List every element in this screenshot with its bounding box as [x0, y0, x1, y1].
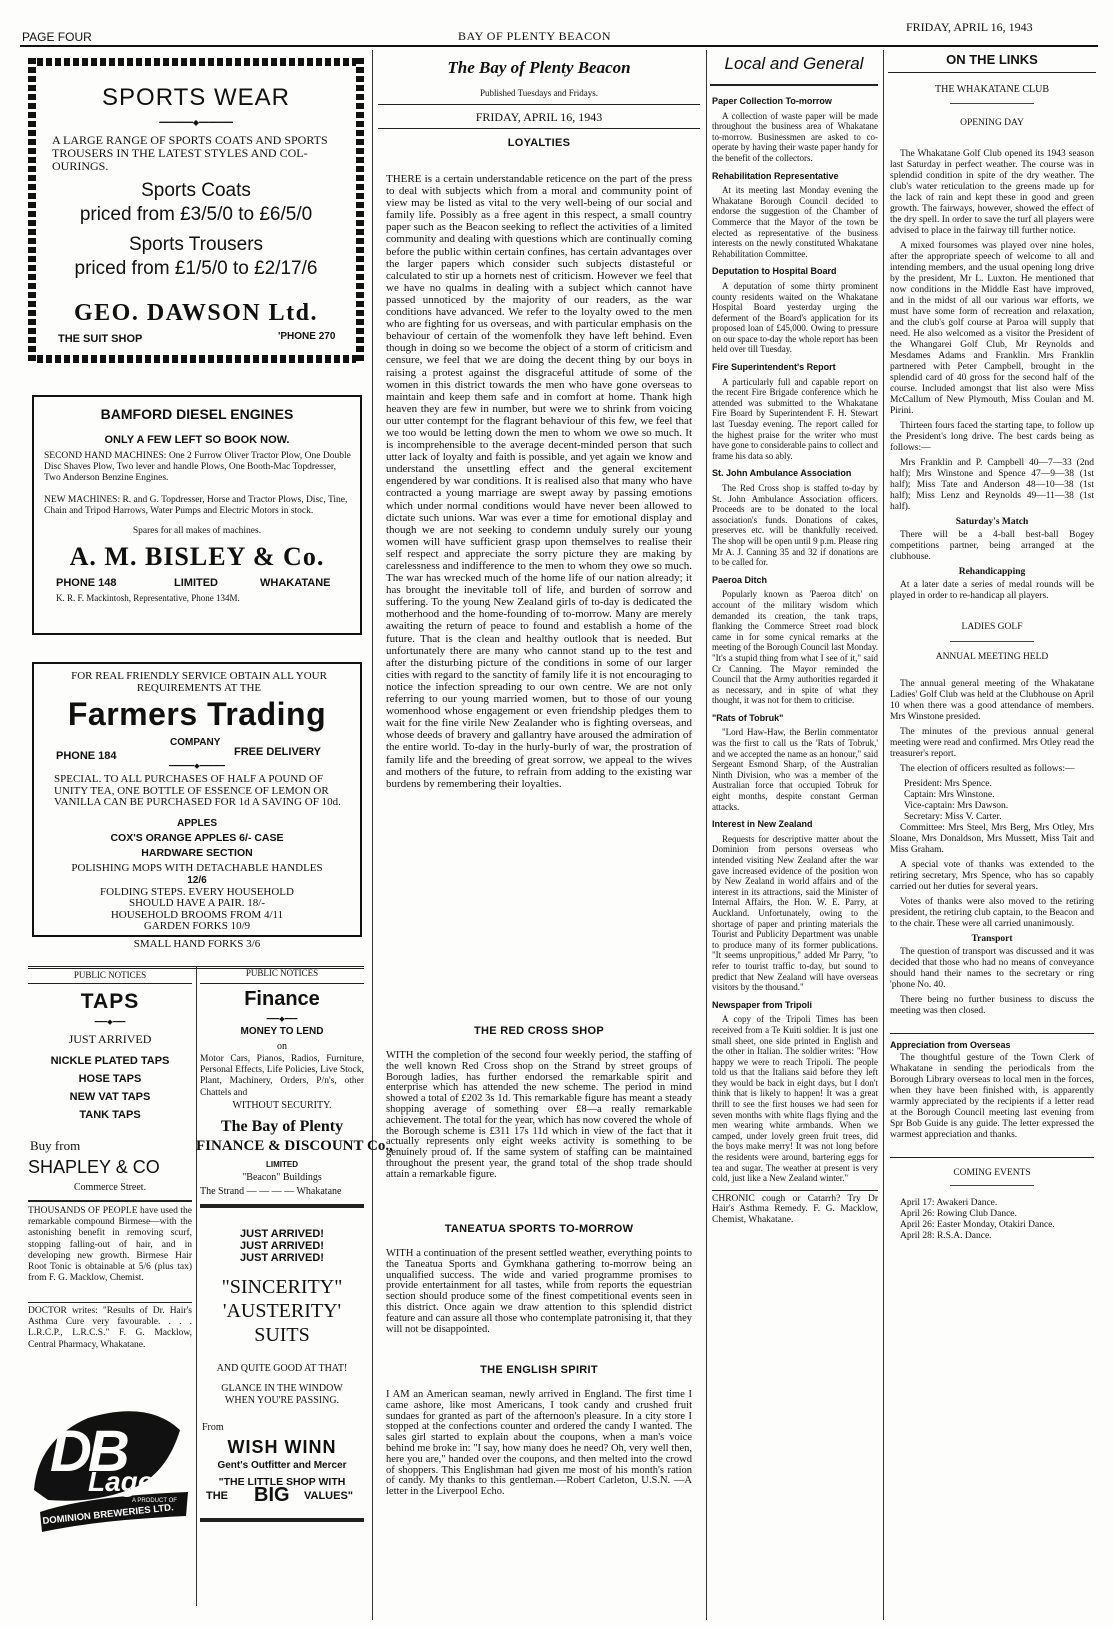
ornament: ━━━━━━◆━━━━━━ — [169, 762, 225, 770]
ad-intro: A LARGE RANGE OF SPORTS COATS AND SPORTS TROUSERS IN THE LATEST STYLES AND COL-OURINGS. — [52, 133, 328, 173]
phone: 'PHONE 270 — [278, 331, 336, 342]
committee: Committee: Mrs Steel, Mrs Berg, Mrs Otley, Mrs Sloane, Mrs Donaldson, Mrs Mussett, Miss Tait and Miss Graham. — [890, 823, 1094, 855]
paragraph: There being no further business to discuss the meeting was then closed. — [890, 995, 1094, 1016]
store-name: Farmers Trading — [67, 696, 327, 732]
money-to-lend: MONEY TO LEND — [240, 1026, 324, 1037]
company: COMPANY — [170, 737, 221, 748]
english-headline: THE ENGLISH SPIRIT — [480, 1364, 598, 1376]
appreciation-heading: Appreciation from Overseas — [890, 1040, 1011, 1050]
english-article: I AM an American seaman, newly arrived in England. The first time I came ashore, like most Americans, I took candy and crushed fruit sundaes for granted as part of the afternoon's pleasure. In a city store I stopped at the confections counter and ordered the candy I wanted. The sales girl started to explain about the coupons, when a man's voice behind me broke in: "I say, how many does he need? Oh, very well then, here you are," handed over the coupons, and then melted into the crowd of shoppers. This Englishman had given me most of his month's ration of candy. My thanks to this gentleman.—Robert Carleton, U.S.N. —A letter in the Liverpool Echo. — [386, 1389, 692, 1498]
trousers-label: Sports Trousers — [128, 234, 264, 255]
border-bottom — [28, 355, 364, 363]
just-arrived: JUST ARRIVED! — [240, 1252, 324, 1264]
rule — [712, 1190, 878, 1191]
spares: Spares for all makes of machines. — [132, 526, 262, 536]
just-arrived: JUST ARRIVED — [68, 1032, 152, 1046]
phone: PHONE 184 — [56, 750, 117, 762]
paper-name: BAY OF PLENTY BEACON — [458, 29, 612, 43]
annual-meeting-heading: ANNUAL MEETING HELD — [935, 652, 1049, 662]
ornament: ━━━◆━━━ — [266, 1015, 298, 1023]
paragraph: There will be a 4-ball best-ball Bogey competitions partner, being arranged at the clubhouse. — [890, 530, 1094, 562]
mops-price: 12/6 — [187, 875, 207, 886]
coming-events-heading: COMING EVENTS — [953, 1168, 1031, 1178]
ad-title: BAMFORD DIESEL ENGINES — [100, 406, 294, 422]
values: VALUES" — [304, 1490, 354, 1502]
rule — [200, 1204, 364, 1208]
border-left — [28, 58, 36, 363]
taneatua-article: WITH a continuation of the present settled weather, everything points to the Taneatua Sports and Gymkhana gathering to-morrow being an unqualified success. The wide and varied programme promises to provide entertainment for all tastes, while from reports the equestrian section should produce some of the finest competitional events seen in this district. Once again we draw attention to this splendid district feature and can assure all those who contemplate patronising it, that they will not be disappointed. — [386, 1248, 692, 1335]
item-heading: Fire Superintendent's Report — [712, 362, 836, 373]
local-general-title: Local and General — [724, 54, 864, 73]
paragraph: The annual general meeting of the Whakatane Ladies' Golf Club was held at the Clubhouse on April 10 when there was a good attendance of members. Mrs Winstone presided. — [890, 679, 1094, 722]
just-arrived: JUST ARRIVED! — [240, 1240, 324, 1252]
mops: POLISHING MOPS WITH DETACHABLE HANDLES — [71, 862, 323, 874]
item-body: The Red Cross shop is staffed to-day by St. John Ambulance Association officers. Proceeds are to be donated to the local association's funds. Donations of cakes, preserves etc. will be thankfully received. The shop will be open until 9 p.m. Please ring Mr A. J. Canning 35 and 32 if donations are to be called for. — [712, 483, 878, 568]
from: From — [202, 1422, 224, 1433]
paragraph: Mrs Franklin and P. Campbell 40—7—33 (2nd half); Mrs Winstone and Spence 47—9—38 (1st half); Miss Tate and Anderson 48—10—38 (1st half); Miss Lenz and Reynolds 49—11—38 (1st half). — [890, 458, 1094, 512]
item-heading: "Rats of Tobruk" — [712, 712, 784, 723]
product-of: A PRODUCT OF — [132, 1498, 177, 1504]
events-list — [890, 1198, 1094, 1242]
editorial-date: FRIDAY, APRIL 16, 1943 — [475, 110, 603, 124]
finance-body: Motor Cars, Pianos, Radios, Furniture, Personal Effects, Life Policies, Live Stock, Plant, Machinery, Orders, P/n's, other Chattels and — [200, 1054, 364, 1098]
item-heading: Paper Collection To-morrow — [712, 96, 832, 106]
taps-title: TAPS — [80, 990, 140, 1013]
paragraph: A special vote of thanks was extended to the retiring secretary, Mrs Spence, who has so capably carried out her duties for several years. — [890, 860, 1094, 892]
intro: FOR REAL FRIENDLY SERVICE OBTAIN ALL YOUR REQUIREMENTS AT THE — [71, 670, 327, 694]
column-divider — [883, 50, 884, 1620]
ornament: ━━━━━━━◆━━━━━━━ — [159, 118, 233, 127]
tap-item: NEW VAT TAPS — [69, 1091, 151, 1103]
officer: President: Mrs Spence. — [904, 779, 992, 789]
phone: PHONE 148 — [56, 577, 117, 589]
trousers-price: priced from £1/5/0 to £2/17/6 — [74, 258, 318, 279]
hand-forks: SMALL HAND FORKS 3/6 — [133, 938, 261, 950]
farmers-trading-ad — [32, 662, 362, 937]
column-divider — [372, 50, 373, 1620]
redcross-headline: THE RED CROSS SHOP — [473, 1025, 605, 1037]
suits: SUITS — [254, 1324, 310, 1346]
glance: GLANCE IN THE WINDOW WHEN YOU'RE PASSING. — [221, 1383, 343, 1406]
lager-word: Lager — [88, 1466, 165, 1497]
public-notices-heading: PUBLIC NOTICES — [245, 968, 319, 978]
border-right — [356, 58, 364, 363]
paragraph: The minutes of the previous annual general meeting were read and confirmed. Mrs Otley read the treasurer's report. — [890, 727, 1094, 759]
the: THE — [206, 1490, 228, 1502]
paragraph: The election of officers resulted as follows:— — [900, 764, 1075, 774]
representative: K. R. F. Mackintosh, Representative, Phone 134M. — [56, 593, 240, 603]
hardware-heading: HARDWARE SECTION — [141, 847, 253, 859]
firm-name: A. M. BISLEY & Co. — [69, 542, 325, 571]
item-body: A copy of the Tripoli Times has been received from a Te Kuiti soldier. It is just one small sheet, one side printed in English and the other in Italian. The soldier writes: "How happy we were to reach Tripoli. The people told us that the Italians said before they left they would be back in eight days, but I don't think that is likely to happen! It was a great thrill to see the first houses we had seen for seven months with white flags flying and the men wearing white armbands. When we camped, under lovely green fruit trees, did the boys make merry! It was not long before the residents were around, bartering eggs for tea and sugar. The weather at present is very cold, just like a New Zealand winter." — [712, 1014, 878, 1184]
sincerity: "SINCERITY" — [221, 1276, 343, 1298]
firm-line1: The Bay of Plenty — [220, 1118, 344, 1135]
town: WHAKATANE — [260, 577, 331, 589]
redcross-article: WITH the completion of the second four weekly period, the staffing of the well known Red Cross shop on the Strand by street groups of Borough ladies, has further endorsed the remarkable spirit and enterprise which has attended the new scheme. The period in mind showed a total of £202 3s 1d. This remarkable figure has meant a steady shopping average of something over £8—a really remarkable achievement. The total for the year, which has now covered the whole of the Borough scheme is £311 17s 11d which in view of the fact that it actually represents only eight weeks activity is something to be genuinely proud of. If the same system of staffing can be maintained throughout the present year, the grand total of the shop trade should attain a remarkable figure. — [386, 1050, 692, 1180]
item-heading: St. John Ambulance Association — [712, 468, 852, 479]
outfitter: Gent's Outfitter and Mercer — [217, 1460, 347, 1471]
suit-shop: THE SUIT SHOP — [58, 333, 143, 345]
published-line: Published Tuesdays and Fridays. — [479, 88, 598, 98]
tap-item: NICKLE PLATED TAPS — [50, 1055, 170, 1067]
rule — [200, 983, 364, 984]
paragraph: Thirteen fours faced the starting tape, to follow up the President's long drive. The best cards being as follows:— — [890, 421, 1094, 453]
officer: Vice-captain: Mrs Dawson. — [904, 801, 1009, 811]
finance-title: Finance — [244, 988, 320, 1010]
wish-winn-firm: WISH WINN — [227, 1437, 337, 1457]
item-body: A deputation of some thirty prominent county residents waited on the Whakatane Hospital Board yesterday urging the deferment of the Board's application for its proposed loan of £45,000. Owing to pressure on our space to-day the whole report has been held over till Tuesday. — [712, 280, 878, 355]
db-lager-ad — [28, 1400, 192, 1545]
item-heading: Deputation to Hospital Board — [712, 266, 837, 277]
steps: FOLDING STEPS. EVERY HOUSEHOLD SHOULD HAVE A PAIR. 18/- — [100, 886, 294, 909]
event: April 26: Rowing Club Dance. — [900, 1209, 1017, 1219]
paragraph: THERE is a certain understandable reticence on the part of the press to deal with subjects which from a moral and community point of view may be listed as vital to the very well-being of our social and family life. Possibly as a free agent in this respect, a small country paper such as the Beacon seeking to reflect the activities of a limited community and dealing with questions which are continually coming before the public within certain confines, has certain advantages over the larger papers which consider such subjects distasteful or calculated to stir up a hornets nest of criticism. However we feel that we have no qualms in dealing with a subject which cannot have passed unnoticed by the majority of our readers, as the war conditions have advanced. We refer to the loyalty owed to the men who are fighting for us overseas, and with particular emphasis on the behaviour of certain of the womenfolk they have left behind. Even though in doing so we become the object of a storm of criticism and censure, we feel that we are doing the decent thing by our boys in raising a protest against the disgraceful attitude of some of the women in this district towards the men who have gone overseas to maintain and keep them safe and in comfort at home. Thank high heaven they are few in number, but were we to shrink from voicing our utter contempt for the flagrant behaviour of this few, we feel that we too would be letting down the men to whom we owe so much. It is incomprehensible to the average decent-minded person that such utter lack of loyalty and faith is possible, and yet again we know and understand the unsettling effect and the general excitement engendered by war conditions. It is realised also that many who have contracted a young marriage are swept away by passing emotions which under normal conditions would have never been allowed to dictate such unions. War was ever a time for emotional display and though we are not seeking to condemn unduly surely our young women will have sufficient grasp upon themselves to realise their self respect and appreciate the sorry picture they are making by carelessness and indifference to the men to whom they owe so much. The war has wrecked much of the home life of our nation already; it has brought the inevitable toll of life, and burden of sorrow and suffering. To the young New Zealand girls of to-day is dedicated the motherhood and the home-founding of to-morrow. Many are merely awaiting the return of peace to found and establish a home of the future. That is the clean and healthy outlook that is needed. But unfortunately there are many who cannot stand up to the test and after the disturbing picture of the conditions in some of our larger cities with regard to the sanctity of family life it is not encouraging to notice the infection spreading to our own centre. We are not only referring to our young married women, but to those of our young womenhood whose engagement or even friendship pledges them to wait for the fine virile New Zealander who is fighting overseas, and whose deeds of bravery and gallantry have aroused the admiration of the entire world. To-day in the hurly-burly of war, the prostration of family life and the breeding of great sorrow, we appeal to the wives and mothers of the future, to refrain from adding to the existing war burdens by remembering their loyalties. — [386, 173, 692, 790]
rule — [888, 72, 1096, 73]
brooms: HOUSEHOLD BROOMS FROM 4/11 — [110, 909, 284, 921]
austerity: 'AUSTERITY' — [222, 1300, 342, 1322]
limited: LIMITED — [266, 1160, 298, 1169]
sports-wear-ad — [28, 58, 364, 363]
paragraph: Votes of thanks were also moved to the retiring president, the retiring club captain, to the Beacon and to the chair. These were all carried unanimously. — [890, 897, 1094, 929]
limited: LIMITED — [174, 577, 218, 589]
rule — [890, 1033, 1094, 1034]
taneatua-headline: TANEATUA SPORTS TO-MORROW — [444, 1223, 634, 1235]
public-notices-heading: PUBLIC NOTICES — [73, 970, 147, 980]
ornament: ━━━◆━━━ — [94, 1018, 126, 1026]
event: April 17: Awakeri Dance. — [900, 1198, 998, 1208]
rule — [378, 104, 700, 105]
paragraph: A mixed foursomes was played over nine holes, after the appropriate speech of welcome to all and intending members, and the usual opening long drive by the president, Mr L. Luxton. He mentioned that now conditions in the Middle East have improved, and in the midst of all our various war efforts, we must have some form of recreation and relaxation, and the club's golf course at Paroa will supply that need. He also welcomed as a visitor the President of the Whangarei Golf Club, Mr Reynolds and Mesdames Adams and Franklin. Mrs Franklin partnered with Peter Campbell, brought in the splendid card of 40 gross for the second half of the course. Included amongst that list also were Miss McCallum of New Plymouth, Miss Coulan and M. Pirini. — [890, 241, 1094, 416]
chronic-notice: CHRONIC cough or Catarrh? Try Dr Hair's Asthma Remedy. F. G. Macklow, Chemist, Whakatane. — [712, 1193, 878, 1225]
paragraph: The question of transport was discussed and it was decided that those who had no means of conveyance should hand their names to the secretary or ring 'phone No. 40. — [890, 947, 1094, 990]
quite-good: AND QUITE GOOD AT THAT! — [216, 1363, 348, 1374]
rule — [710, 84, 878, 86]
item-heading: Interest in New Zealand — [712, 819, 813, 830]
rule — [28, 1200, 192, 1202]
rule — [890, 1157, 1094, 1158]
tap-item: TANK TAPS — [79, 1109, 141, 1121]
masthead-rule — [20, 45, 1098, 47]
shapley-firm: SHAPLEY & CO — [28, 1157, 160, 1177]
item-body: "Lord Haw-Haw, the Berlin commentator was the first to call us the 'Rats of Tobruk,' and we accepted the name as an honour," said Sergeant Esmond Sharp, of the Australian Ninth Division, who was a member of the Australian force that occupied Tobruk for eight months, despite constant German attacks. — [712, 727, 878, 812]
item-body: At its meeting last Monday evening the Whakatane Borough Council decided to endorse the suggestion of the Chamber of Commerce that the Mayor of the town be elected as representative of the business interests on the newly constituted Whakatane Rehabilitation Committee. — [712, 185, 878, 259]
special-offer: SPECIAL. TO ALL PURCHASES OF HALF A POUND OF UNITY TEA, ONE BOTTLE OF ESSENCE OF LEMON OR VANILLA CAN BE PURCHASED FOR 1d A SAVING OF 10d. — [54, 773, 341, 808]
tagline: ONLY A FEW LEFT SO BOOK NOW. — [104, 434, 290, 446]
paragraph: The Whakatane Golf Club opened its 1943 season last Saturday in perfect weather. The course was in splendid condition in spite of the dry weather. The club's water reticulation to the greens made up for the lack of rain and kept these in good and green growth. The fairways, however, showed the effect of the dry spell. In order to save the turf all players were advised to place in the fairway till further notice. — [890, 149, 1094, 236]
item-heading: Newspaper from Tripoli — [712, 999, 813, 1010]
apples: COX'S ORANGE APPLES 6/- CASE — [110, 832, 284, 844]
big: BIG — [254, 1484, 290, 1506]
rehandicap-heading: Rehandicapping — [958, 567, 1026, 577]
coats-price: priced from £3/5/0 to £6/5/0 — [79, 204, 313, 225]
firm-name: GEO. DAWSON Ltd. — [73, 300, 319, 326]
item-heading: Paeroa Ditch — [712, 574, 768, 585]
doctor-notice: DOCTOR writes: "Results of Dr. Hair's Asthma Cure very favourable. . . . L.R.C.P., L.R.C.S." F. G. Macklow, Central Pharmacy, Whakatane. — [28, 1306, 192, 1350]
short-rule — [950, 641, 1034, 642]
garden-forks: GARDEN FORKS 10/9 — [143, 920, 251, 932]
item-body: A collection of waste paper will be made throughout the business area of Whakatane to-morrow. Businessmen are asked to co-operate by having their waste paper handy for the benefit of the collectors. — [712, 110, 878, 163]
editorial-banner: The Bay of Plenty Beacon — [447, 58, 631, 77]
officer: Secretary: Miss V. Carter. — [904, 812, 1002, 822]
item-body: Popularly known as 'Paeroa ditch' on account of the military wisdom which demanded its creation, the tank traps, flanking the Commerce Street road block came in for some cynical remarks at the meeting of the Borough Council last Monday. "It's a stupid thing from what I see of it," said Cr Canning. The Mayor reminded the Council that the Army authorities regarded it as necessary, and in spite of what they thought, it was not for them to criticise. — [712, 589, 878, 706]
free-delivery: FREE DELIVERY — [234, 746, 321, 758]
page-number: PAGE FOUR — [22, 30, 92, 44]
sub-column-divider — [196, 966, 197, 1606]
little-shop: "THE LITTLE SHOP WITH — [218, 1476, 346, 1488]
paragraph: The thoughtful gesture of the Town Clerk of Whakatane in sending the periodicals from the Borough Library overseas to local men in the forces, when they have been finished with, is apparently warmly appreciated by the recipients if a letter read at the Borough Council meeting last evening from Spr Bob Guide is any guide. The letter expressed the warmest appreciation and thanks. — [890, 1053, 1094, 1140]
paragraph: At a later date a series of medal rounds will be played in order to re-handicap all players. — [890, 580, 1094, 601]
loyalties-article — [386, 173, 692, 794]
rule — [28, 983, 192, 984]
new-machines-list: NEW MACHINES: R. and G. Topdresser, Horse and Tractor Plows, Disc, Tine, Chain and Tripod Harrows, Water Pumps and Electric Motors in stock. — [44, 495, 348, 516]
links-title: ON THE LINKS — [946, 52, 1038, 67]
brewery-name: DOMINION BREWERIES LTD. — [42, 1502, 175, 1527]
short-rule — [950, 1185, 1034, 1186]
without-security: WITHOUT SECURITY. — [232, 1100, 332, 1111]
club-name: THE WHAKATANE CLUB — [934, 84, 1049, 95]
officer: Captain: Mrs Winstone. — [904, 790, 995, 800]
strand-address: The Strand — — — — Whakatane — [200, 1186, 342, 1197]
beacon-buildings: "Beacon" Buildings — [242, 1172, 322, 1183]
street: Commerce Street. — [73, 1182, 147, 1193]
transport-heading: Transport — [971, 934, 1013, 944]
column-divider — [706, 50, 707, 1620]
saturday-heading: Saturday's Match — [955, 517, 1029, 527]
local-items — [712, 92, 878, 1230]
apples-heading: APPLES — [176, 818, 217, 829]
rule — [200, 1518, 364, 1522]
issue-date: FRIDAY, APRIL 16, 1943 — [906, 20, 1033, 34]
ad-title: SPORTS WEAR — [102, 84, 290, 111]
bamford-ad — [32, 395, 362, 635]
event: April 26: Easter Monday, Otakiri Dance. — [900, 1220, 1055, 1230]
coats-label: Sports Coats — [141, 180, 251, 201]
just-arrived: JUST ARRIVED! — [240, 1228, 324, 1240]
item-body: Requests for descriptive matter about the Dominion from persons overseas who intended visiting New Zealand after the war gave increased evidence of the position won by New Zealand in world affairs and of the interest in its attractions, said the Minister of Internal Affairs, the Hon. W. E. Parry, at Auckland. Unfortunately, owing to the shortage of paper and printing materials the Tourist and Publicity Department was unable to produce many of its former publications. "It seems unpropitious," added Mr Parry, "to refer to tourist traffic to-day, but sound to predict that New Zealand will have overseas visitors by the thousand." — [712, 833, 878, 993]
firm-line2: FINANCE & DISCOUNT Co., — [196, 1138, 393, 1154]
tap-item: HOSE TAPS — [78, 1073, 142, 1085]
second-hand-list: SECOND HAND MACHINES: One 2 Furrow Oliver Tractor Plow, One Double Disc Shaves Plow, Two lever and handle Plows, One Booth-Mac Topdresser, Two Anderson Benzine Engines. — [44, 451, 351, 483]
on: on — [277, 1041, 287, 1052]
db-logo: DB — [50, 1419, 126, 1484]
opening-day: OPENING DAY — [960, 118, 1024, 128]
ladies-golf-heading: LADIES GOLF — [961, 622, 1023, 632]
loyalties-headline: LOYALTIES — [507, 137, 571, 149]
birmese-notice: THOUSANDS OF PEOPLE have used the remarkable compound Birmese—with the astonishing benefit in removing scurf, stopping falling-out of hair, and in developing new growth. Birmese Hair Root Tonic is obtainable at 5/6 (plus tax) from F. G. Macklow, Chemist. — [28, 1206, 192, 1284]
item-body: A particularly full and capable report on the recent Fire Brigade conference which he attended was submitted to the Whakatane Fire Board by Superintendent F. H. Stewart last Tuesday evening. The report called for the highest praise for the writer who must have gone to considerable pains to collect and frame his data so ably. — [712, 376, 878, 461]
border-top — [28, 58, 364, 66]
rule — [378, 128, 700, 129]
links-article — [890, 149, 1094, 1242]
short-rule — [950, 103, 1034, 104]
officers-list — [890, 779, 1094, 823]
rule — [28, 1302, 192, 1303]
item-heading: Rehabilitation Representative — [712, 170, 839, 181]
buy-from: Buy from — [30, 1138, 81, 1153]
event: April 28: R.S.A. Dance. — [900, 1231, 992, 1241]
